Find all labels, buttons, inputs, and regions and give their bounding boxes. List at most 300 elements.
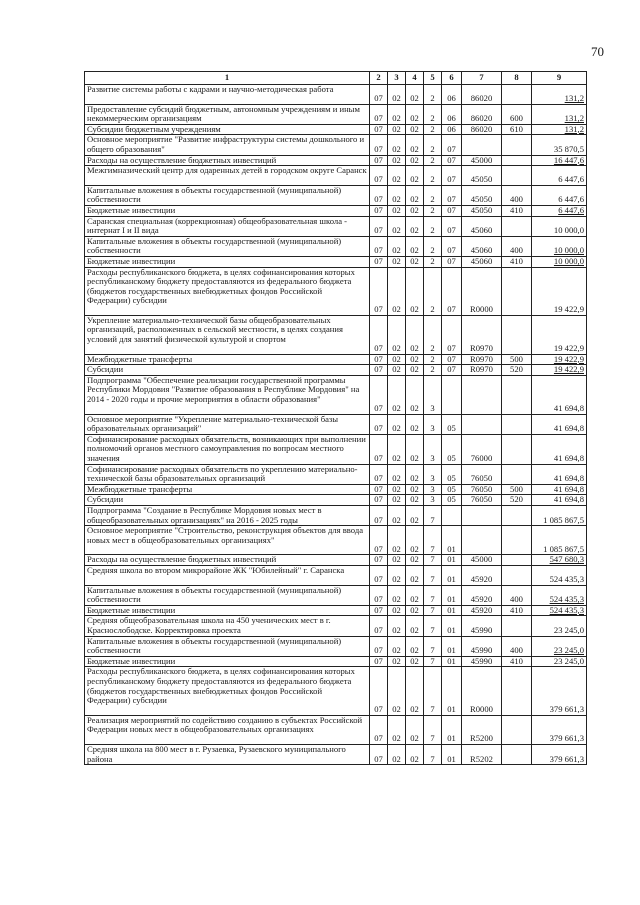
code-cell: 02 bbox=[388, 585, 406, 605]
code-cell: 07 bbox=[370, 124, 388, 135]
code-cell bbox=[502, 555, 532, 566]
column-header: 3 bbox=[388, 72, 406, 85]
table-row bbox=[85, 715, 587, 744]
code-cell: 01 bbox=[442, 715, 462, 744]
code-cell: R0000 bbox=[462, 667, 502, 715]
code-cell: 05 bbox=[442, 414, 462, 434]
table-row bbox=[85, 526, 587, 555]
table-header-row bbox=[85, 72, 587, 85]
code-cell: 02 bbox=[406, 135, 424, 155]
code-cell: 410 bbox=[502, 605, 532, 616]
code-cell: 07 bbox=[442, 256, 462, 267]
amount-cell bbox=[532, 216, 587, 236]
code-cell: 07 bbox=[370, 216, 388, 236]
amount-cell bbox=[532, 744, 587, 764]
column-header: 1 bbox=[85, 72, 370, 85]
code-cell: 07 bbox=[370, 104, 388, 124]
code-cell: 2 bbox=[424, 354, 442, 365]
row-description: Укрепление материально-технической базы общеобразовательных организаций, расположенных в сельской местности, в целях создания условий для занятий физической культурой и спортом bbox=[85, 315, 370, 354]
code-cell: 45920 bbox=[462, 565, 502, 585]
code-cell: 07 bbox=[370, 605, 388, 616]
row-description: Межгимназический центр для одаренных детей в городском округе Саранск bbox=[85, 166, 370, 186]
row-description: Софинансирование расходных обязательств по укреплению материально-технической базы образовательных организаций bbox=[85, 464, 370, 484]
code-cell: 07 bbox=[442, 354, 462, 365]
code-cell: 2 bbox=[424, 185, 442, 205]
code-cell: 45060 bbox=[462, 236, 502, 256]
row-description: Бюджетные инвестиции bbox=[85, 205, 370, 216]
code-cell: 02 bbox=[388, 185, 406, 205]
code-cell: 400 bbox=[502, 585, 532, 605]
code-cell: 01 bbox=[442, 526, 462, 555]
code-cell: 520 bbox=[502, 495, 532, 506]
column-header: 9 bbox=[532, 72, 587, 85]
code-cell: 06 bbox=[442, 104, 462, 124]
row-description: Основное мероприятие "Укрепление материально-технической базы образовательных организаций" bbox=[85, 414, 370, 434]
code-cell: 610 bbox=[502, 124, 532, 135]
code-cell: 07 bbox=[370, 744, 388, 764]
code-cell: 02 bbox=[388, 166, 406, 186]
amount-value: 23 245,0 bbox=[553, 655, 584, 666]
code-cell: 05 bbox=[442, 495, 462, 506]
code-cell: 07 bbox=[442, 216, 462, 236]
amount-value: 547 680,3 bbox=[549, 554, 584, 565]
code-cell: 410 bbox=[502, 656, 532, 667]
amount-cell bbox=[532, 715, 587, 744]
code-cell: 02 bbox=[406, 526, 424, 555]
code-cell: 45050 bbox=[462, 185, 502, 205]
code-cell: 02 bbox=[388, 315, 406, 354]
code-cell: 7 bbox=[424, 636, 442, 656]
code-cell: 06 bbox=[442, 124, 462, 135]
code-cell: 45060 bbox=[462, 216, 502, 236]
table-row bbox=[85, 585, 587, 605]
column-header: 2 bbox=[370, 72, 388, 85]
amount-value: 41 694,8 bbox=[553, 403, 584, 414]
code-cell: 07 bbox=[442, 315, 462, 354]
amount-cell bbox=[532, 85, 587, 105]
code-cell bbox=[502, 715, 532, 744]
row-description: Подпрограмма "Обеспечение реализации государственной программы Республики Мордовия "Развитие образования в Республике Мордовия" на 2014 - 2020 годы и прочие мероприятия в области образования" bbox=[85, 375, 370, 414]
code-cell bbox=[502, 375, 532, 414]
code-cell bbox=[502, 526, 532, 555]
code-cell bbox=[502, 135, 532, 155]
table-row bbox=[85, 267, 587, 315]
amount-value: 41 694,8 bbox=[553, 473, 584, 484]
row-description: Реализация мероприятий по содействию созданию в субъектах Российской Федерации новых мест в общеобразовательных организациях bbox=[85, 715, 370, 744]
amount-cell bbox=[532, 506, 587, 526]
code-cell: 02 bbox=[388, 565, 406, 585]
amount-value: 19 422,9 bbox=[553, 353, 584, 364]
amount-value: 19 422,9 bbox=[553, 304, 584, 315]
code-cell: 3 bbox=[424, 464, 442, 484]
row-description: Средняя школа на 800 мест в г. Рузаевка, Рузаевского муниципального района bbox=[85, 744, 370, 764]
table-row bbox=[85, 636, 587, 656]
code-cell: 07 bbox=[442, 166, 462, 186]
amount-cell bbox=[532, 464, 587, 484]
code-cell: 02 bbox=[388, 495, 406, 506]
code-cell: 02 bbox=[388, 616, 406, 636]
code-cell: 02 bbox=[406, 715, 424, 744]
code-cell bbox=[442, 375, 462, 414]
code-cell: 500 bbox=[502, 484, 532, 495]
amount-value: 524 435,3 bbox=[549, 594, 584, 605]
code-cell: 45000 bbox=[462, 555, 502, 566]
code-cell bbox=[502, 267, 532, 315]
amount-value: 6 447,6 bbox=[558, 174, 584, 185]
code-cell: 02 bbox=[406, 656, 424, 667]
table-row bbox=[85, 506, 587, 526]
code-cell: 07 bbox=[370, 484, 388, 495]
code-cell: 01 bbox=[442, 565, 462, 585]
code-cell: 45050 bbox=[462, 166, 502, 186]
amount-cell bbox=[532, 267, 587, 315]
code-cell bbox=[502, 616, 532, 636]
code-cell: 3 bbox=[424, 375, 442, 414]
table-row bbox=[85, 104, 587, 124]
code-cell: 02 bbox=[388, 216, 406, 236]
code-cell: 07 bbox=[370, 85, 388, 105]
code-cell: 07 bbox=[370, 256, 388, 267]
code-cell bbox=[502, 464, 532, 484]
row-description: Основное мероприятие "Развитие инфраструктуры системы дошкольного и общего образования" bbox=[85, 135, 370, 155]
column-header: 7 bbox=[462, 72, 502, 85]
amount-cell bbox=[532, 155, 587, 166]
code-cell: 07 bbox=[370, 434, 388, 464]
code-cell bbox=[502, 216, 532, 236]
code-cell bbox=[462, 135, 502, 155]
amount-value: 41 694,8 bbox=[553, 494, 584, 505]
code-cell: 07 bbox=[370, 205, 388, 216]
code-cell: 02 bbox=[406, 484, 424, 495]
code-cell: 02 bbox=[388, 506, 406, 526]
code-cell: 400 bbox=[502, 185, 532, 205]
code-cell: 2 bbox=[424, 104, 442, 124]
code-cell: 05 bbox=[442, 464, 462, 484]
code-cell: 02 bbox=[388, 715, 406, 744]
code-cell: R5200 bbox=[462, 715, 502, 744]
code-cell: 02 bbox=[388, 135, 406, 155]
amount-cell bbox=[532, 605, 587, 616]
code-cell: 05 bbox=[442, 484, 462, 495]
code-cell: 3 bbox=[424, 484, 442, 495]
code-cell: 2 bbox=[424, 135, 442, 155]
code-cell bbox=[502, 506, 532, 526]
code-cell: 02 bbox=[406, 585, 424, 605]
amount-value: 524 435,3 bbox=[549, 604, 584, 615]
amount-value: 41 694,8 bbox=[553, 423, 584, 434]
amount-cell bbox=[532, 484, 587, 495]
code-cell: 7 bbox=[424, 555, 442, 566]
code-cell: 07 bbox=[370, 185, 388, 205]
code-cell: R0000 bbox=[462, 267, 502, 315]
code-cell bbox=[462, 526, 502, 555]
amount-cell bbox=[532, 414, 587, 434]
code-cell: 02 bbox=[388, 104, 406, 124]
code-cell: 07 bbox=[370, 155, 388, 166]
code-cell: 02 bbox=[406, 555, 424, 566]
code-cell bbox=[502, 434, 532, 464]
code-cell: 2 bbox=[424, 85, 442, 105]
code-cell: 02 bbox=[406, 205, 424, 216]
amount-value: 1 085 867,5 bbox=[543, 543, 584, 554]
code-cell: 07 bbox=[442, 205, 462, 216]
code-cell bbox=[502, 744, 532, 764]
amount-value: 23 245,0 bbox=[553, 645, 584, 656]
code-cell: 02 bbox=[388, 354, 406, 365]
code-cell: 7 bbox=[424, 715, 442, 744]
code-cell: 02 bbox=[388, 484, 406, 495]
amount-cell bbox=[532, 124, 587, 135]
code-cell: 2 bbox=[424, 365, 442, 376]
code-cell: 02 bbox=[406, 616, 424, 636]
code-cell: 400 bbox=[502, 236, 532, 256]
code-cell: 07 bbox=[370, 375, 388, 414]
code-cell: 02 bbox=[388, 124, 406, 135]
row-description: Расходы республиканского бюджета, в целях софинансирования которых республиканскому бюджету предоставляются из федерального бюджета (бюджетов государственных внебюджетных фондов Российской Федерации) субсидии bbox=[85, 667, 370, 715]
column-header: 5 bbox=[424, 72, 442, 85]
code-cell: 07 bbox=[370, 656, 388, 667]
table-row bbox=[85, 495, 587, 506]
row-description: Расходы республиканского бюджета, в целях софинансирования которых республиканскому бюджету предоставляются из федерального бюджета (бюджетов государственных внебюджетных фондов Российской Федерации) субсидии bbox=[85, 267, 370, 315]
code-cell: 07 bbox=[370, 365, 388, 376]
code-cell: 01 bbox=[442, 585, 462, 605]
code-cell: 02 bbox=[388, 375, 406, 414]
amount-value: 10 000,0 bbox=[553, 255, 584, 266]
column-header: 4 bbox=[406, 72, 424, 85]
amount-cell bbox=[532, 256, 587, 267]
row-description: Расходы на осуществление бюджетных инвестиций bbox=[85, 555, 370, 566]
code-cell: 600 bbox=[502, 104, 532, 124]
row-description: Субсидии bbox=[85, 495, 370, 506]
code-cell: 2 bbox=[424, 315, 442, 354]
row-description: Межбюджетные трансферты bbox=[85, 484, 370, 495]
amount-value: 41 694,8 bbox=[553, 483, 584, 494]
code-cell: 07 bbox=[370, 715, 388, 744]
row-description: Межбюджетные трансферты bbox=[85, 354, 370, 365]
code-cell: 86020 bbox=[462, 85, 502, 105]
table-row bbox=[85, 565, 587, 585]
budget-table bbox=[84, 71, 587, 765]
row-description: Средняя общеобразовательная школа на 450 ученических мест в г. Краснослободске. Корректировка проекта bbox=[85, 616, 370, 636]
row-description: Расходы на осуществление бюджетных инвестиций bbox=[85, 155, 370, 166]
code-cell: 02 bbox=[388, 365, 406, 376]
code-cell: 05 bbox=[442, 434, 462, 464]
code-cell: 02 bbox=[388, 236, 406, 256]
code-cell bbox=[462, 375, 502, 414]
code-cell: 3 bbox=[424, 495, 442, 506]
code-cell: 02 bbox=[388, 636, 406, 656]
code-cell: 7 bbox=[424, 605, 442, 616]
amount-cell bbox=[532, 434, 587, 464]
code-cell: 45050 bbox=[462, 205, 502, 216]
row-description: Бюджетные инвестиции bbox=[85, 256, 370, 267]
row-description: Бюджетные инвестиции bbox=[85, 656, 370, 667]
code-cell: 02 bbox=[388, 744, 406, 764]
row-description: Капитальные вложения в объекты государственной (муниципальной) собственности bbox=[85, 636, 370, 656]
row-description: Бюджетные инвестиции bbox=[85, 605, 370, 616]
code-cell: 07 bbox=[370, 166, 388, 186]
table-row bbox=[85, 205, 587, 216]
code-cell: 02 bbox=[406, 315, 424, 354]
table-row bbox=[85, 375, 587, 414]
code-cell: 3 bbox=[424, 414, 442, 434]
code-cell: 07 bbox=[370, 526, 388, 555]
code-cell: 410 bbox=[502, 256, 532, 267]
code-cell: 02 bbox=[388, 555, 406, 566]
code-cell: 02 bbox=[388, 526, 406, 555]
code-cell: 02 bbox=[388, 656, 406, 667]
table-row bbox=[85, 555, 587, 566]
amount-cell bbox=[532, 135, 587, 155]
code-cell: 02 bbox=[388, 464, 406, 484]
table-row bbox=[85, 464, 587, 484]
code-cell: 02 bbox=[406, 124, 424, 135]
code-cell: 07 bbox=[442, 365, 462, 376]
amount-cell bbox=[532, 565, 587, 585]
code-cell: 02 bbox=[406, 166, 424, 186]
column-header: 6 bbox=[442, 72, 462, 85]
amount-cell bbox=[532, 315, 587, 354]
code-cell: 2 bbox=[424, 216, 442, 236]
row-description: Средняя школа во втором микрорайоне ЖК "Юбилейный" г. Саранска bbox=[85, 565, 370, 585]
code-cell: 02 bbox=[406, 256, 424, 267]
code-cell bbox=[502, 85, 532, 105]
code-cell: 02 bbox=[406, 267, 424, 315]
table-row bbox=[85, 315, 587, 354]
amount-cell bbox=[532, 236, 587, 256]
code-cell: 01 bbox=[442, 616, 462, 636]
code-cell: 2 bbox=[424, 267, 442, 315]
code-cell: 02 bbox=[406, 236, 424, 256]
code-cell: 7 bbox=[424, 744, 442, 764]
code-cell: 7 bbox=[424, 506, 442, 526]
amount-value: 6 447,6 bbox=[558, 194, 584, 205]
amount-cell bbox=[532, 636, 587, 656]
code-cell: 07 bbox=[370, 585, 388, 605]
code-cell: 01 bbox=[442, 636, 462, 656]
code-cell: 76050 bbox=[462, 495, 502, 506]
code-cell: 45920 bbox=[462, 605, 502, 616]
code-cell: 07 bbox=[442, 236, 462, 256]
code-cell: 7 bbox=[424, 526, 442, 555]
table-row bbox=[85, 744, 587, 764]
code-cell: 02 bbox=[388, 605, 406, 616]
code-cell: 02 bbox=[406, 506, 424, 526]
code-cell: 76000 bbox=[462, 434, 502, 464]
code-cell: 76050 bbox=[462, 484, 502, 495]
amount-value: 16 447,6 bbox=[553, 154, 584, 165]
row-description: Капитальные вложения в объекты государственной (муниципальной) собственности bbox=[85, 236, 370, 256]
amount-value: 19 422,9 bbox=[553, 343, 584, 354]
amount-cell bbox=[532, 526, 587, 555]
code-cell: 02 bbox=[388, 667, 406, 715]
code-cell: 02 bbox=[406, 85, 424, 105]
code-cell bbox=[502, 155, 532, 166]
code-cell: 7 bbox=[424, 667, 442, 715]
code-cell bbox=[502, 667, 532, 715]
code-cell: 02 bbox=[406, 155, 424, 166]
code-cell bbox=[502, 565, 532, 585]
code-cell: R0970 bbox=[462, 315, 502, 354]
code-cell bbox=[442, 506, 462, 526]
code-cell: 400 bbox=[502, 636, 532, 656]
table-row bbox=[85, 135, 587, 155]
table-row bbox=[85, 605, 587, 616]
code-cell: 02 bbox=[406, 216, 424, 236]
code-cell: 02 bbox=[388, 414, 406, 434]
code-cell bbox=[502, 166, 532, 186]
amount-value: 10 000,0 bbox=[553, 245, 584, 256]
amount-cell bbox=[532, 205, 587, 216]
code-cell: 07 bbox=[370, 616, 388, 636]
code-cell: 2 bbox=[424, 166, 442, 186]
code-cell: 7 bbox=[424, 565, 442, 585]
amount-cell bbox=[532, 104, 587, 124]
code-cell: 02 bbox=[406, 185, 424, 205]
code-cell bbox=[502, 414, 532, 434]
code-cell: 07 bbox=[442, 135, 462, 155]
code-cell: 07 bbox=[442, 185, 462, 205]
table-row bbox=[85, 216, 587, 236]
code-cell: 07 bbox=[442, 155, 462, 166]
code-cell: 07 bbox=[370, 236, 388, 256]
code-cell: 02 bbox=[406, 434, 424, 464]
code-cell: 2 bbox=[424, 256, 442, 267]
row-description: Предоставление субсидий бюджетным, автономным учреждениям и иным некоммерческим организациям bbox=[85, 104, 370, 124]
table-body bbox=[85, 85, 587, 765]
amount-value: 6 447,6 bbox=[558, 204, 584, 215]
amount-cell bbox=[532, 667, 587, 715]
table-row bbox=[85, 85, 587, 105]
amount-value: 379 661,3 bbox=[549, 753, 584, 764]
code-cell: 02 bbox=[388, 85, 406, 105]
code-cell: 7 bbox=[424, 656, 442, 667]
table-row bbox=[85, 166, 587, 186]
amount-value: 19 422,9 bbox=[553, 364, 584, 375]
code-cell: 07 bbox=[370, 495, 388, 506]
row-description: Софинансирование расходных обязательств, возникающих при выполнении полномочий органов местного самоуправления по вопросам местного значения bbox=[85, 434, 370, 464]
code-cell: 2 bbox=[424, 205, 442, 216]
code-cell: 02 bbox=[388, 434, 406, 464]
row-description: Развитие системы работы с кадрами и научно-методическая работа bbox=[85, 85, 370, 105]
row-description: Капитальные вложения в объекты государственной (муниципальной) собственности bbox=[85, 185, 370, 205]
code-cell: 02 bbox=[406, 414, 424, 434]
page-number: 70 bbox=[591, 44, 604, 59]
code-cell: 07 bbox=[370, 135, 388, 155]
table-row bbox=[85, 414, 587, 434]
code-cell: 02 bbox=[406, 636, 424, 656]
amount-cell bbox=[532, 375, 587, 414]
table-row bbox=[85, 365, 587, 376]
code-cell: 45990 bbox=[462, 636, 502, 656]
code-cell: 7 bbox=[424, 585, 442, 605]
code-cell: 02 bbox=[406, 365, 424, 376]
table-row bbox=[85, 124, 587, 135]
code-cell: 45920 bbox=[462, 585, 502, 605]
code-cell: 01 bbox=[442, 667, 462, 715]
amount-cell bbox=[532, 616, 587, 636]
code-cell: R0970 bbox=[462, 365, 502, 376]
code-cell: 02 bbox=[388, 155, 406, 166]
amount-cell bbox=[532, 555, 587, 566]
amount-cell bbox=[532, 365, 587, 376]
code-cell: 07 bbox=[370, 267, 388, 315]
amount-cell bbox=[532, 166, 587, 186]
code-cell: 45990 bbox=[462, 656, 502, 667]
table-row bbox=[85, 354, 587, 365]
code-cell: 07 bbox=[370, 667, 388, 715]
code-cell: 01 bbox=[442, 656, 462, 667]
